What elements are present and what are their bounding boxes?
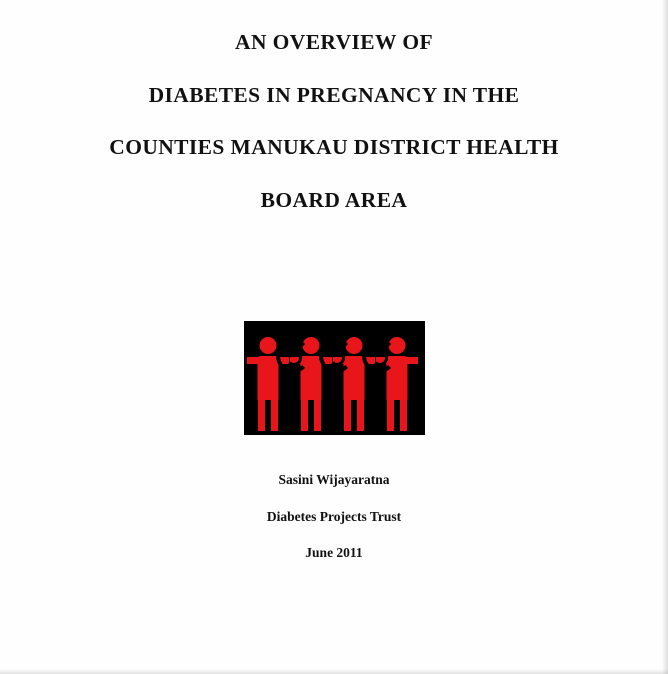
figure-leg-left-icon (301, 397, 308, 431)
title-line-1: AN OVERVIEW OF (235, 30, 433, 54)
title-block (0, 0, 668, 211)
figure-leg-left-icon (387, 397, 394, 431)
figure-body-icon (257, 356, 278, 400)
title-line-4: BOARD AREA (260, 187, 408, 212)
koru-spiral-inner (286, 350, 302, 366)
koru-spiral-icon-3 (362, 339, 396, 373)
koru-spiral-icon-1 (276, 339, 310, 373)
figure-leg-right-icon (314, 397, 321, 431)
figure-leg-right-icon (357, 397, 364, 431)
title-line-3: COUNTIES MANUKAU DISTRICT HEALTH (109, 135, 559, 159)
page-bottom-edge-shadow (0, 669, 668, 674)
logo-container (0, 321, 668, 435)
author-name: Sasini Wijayaratna (278, 472, 390, 487)
figure-leg-left-icon (258, 397, 265, 431)
figure-leg-right-icon (400, 397, 407, 431)
organization-name: Diabetes Projects Trust (266, 508, 402, 524)
credits-block (0, 473, 668, 560)
diabetes-projects-trust-logo (244, 321, 425, 435)
koru-spiral-inner (372, 350, 388, 366)
figure-leg-right-icon (271, 397, 278, 431)
koru-spiral-icon-2 (319, 339, 353, 373)
publication-date: June 2011 (305, 545, 363, 560)
figure-head-icon (259, 337, 276, 354)
koru-spiral-inner (329, 350, 345, 366)
title-line-2: DIABETES IN PREGNANCY IN THE (148, 82, 520, 107)
figure-leg-left-icon (344, 397, 351, 431)
